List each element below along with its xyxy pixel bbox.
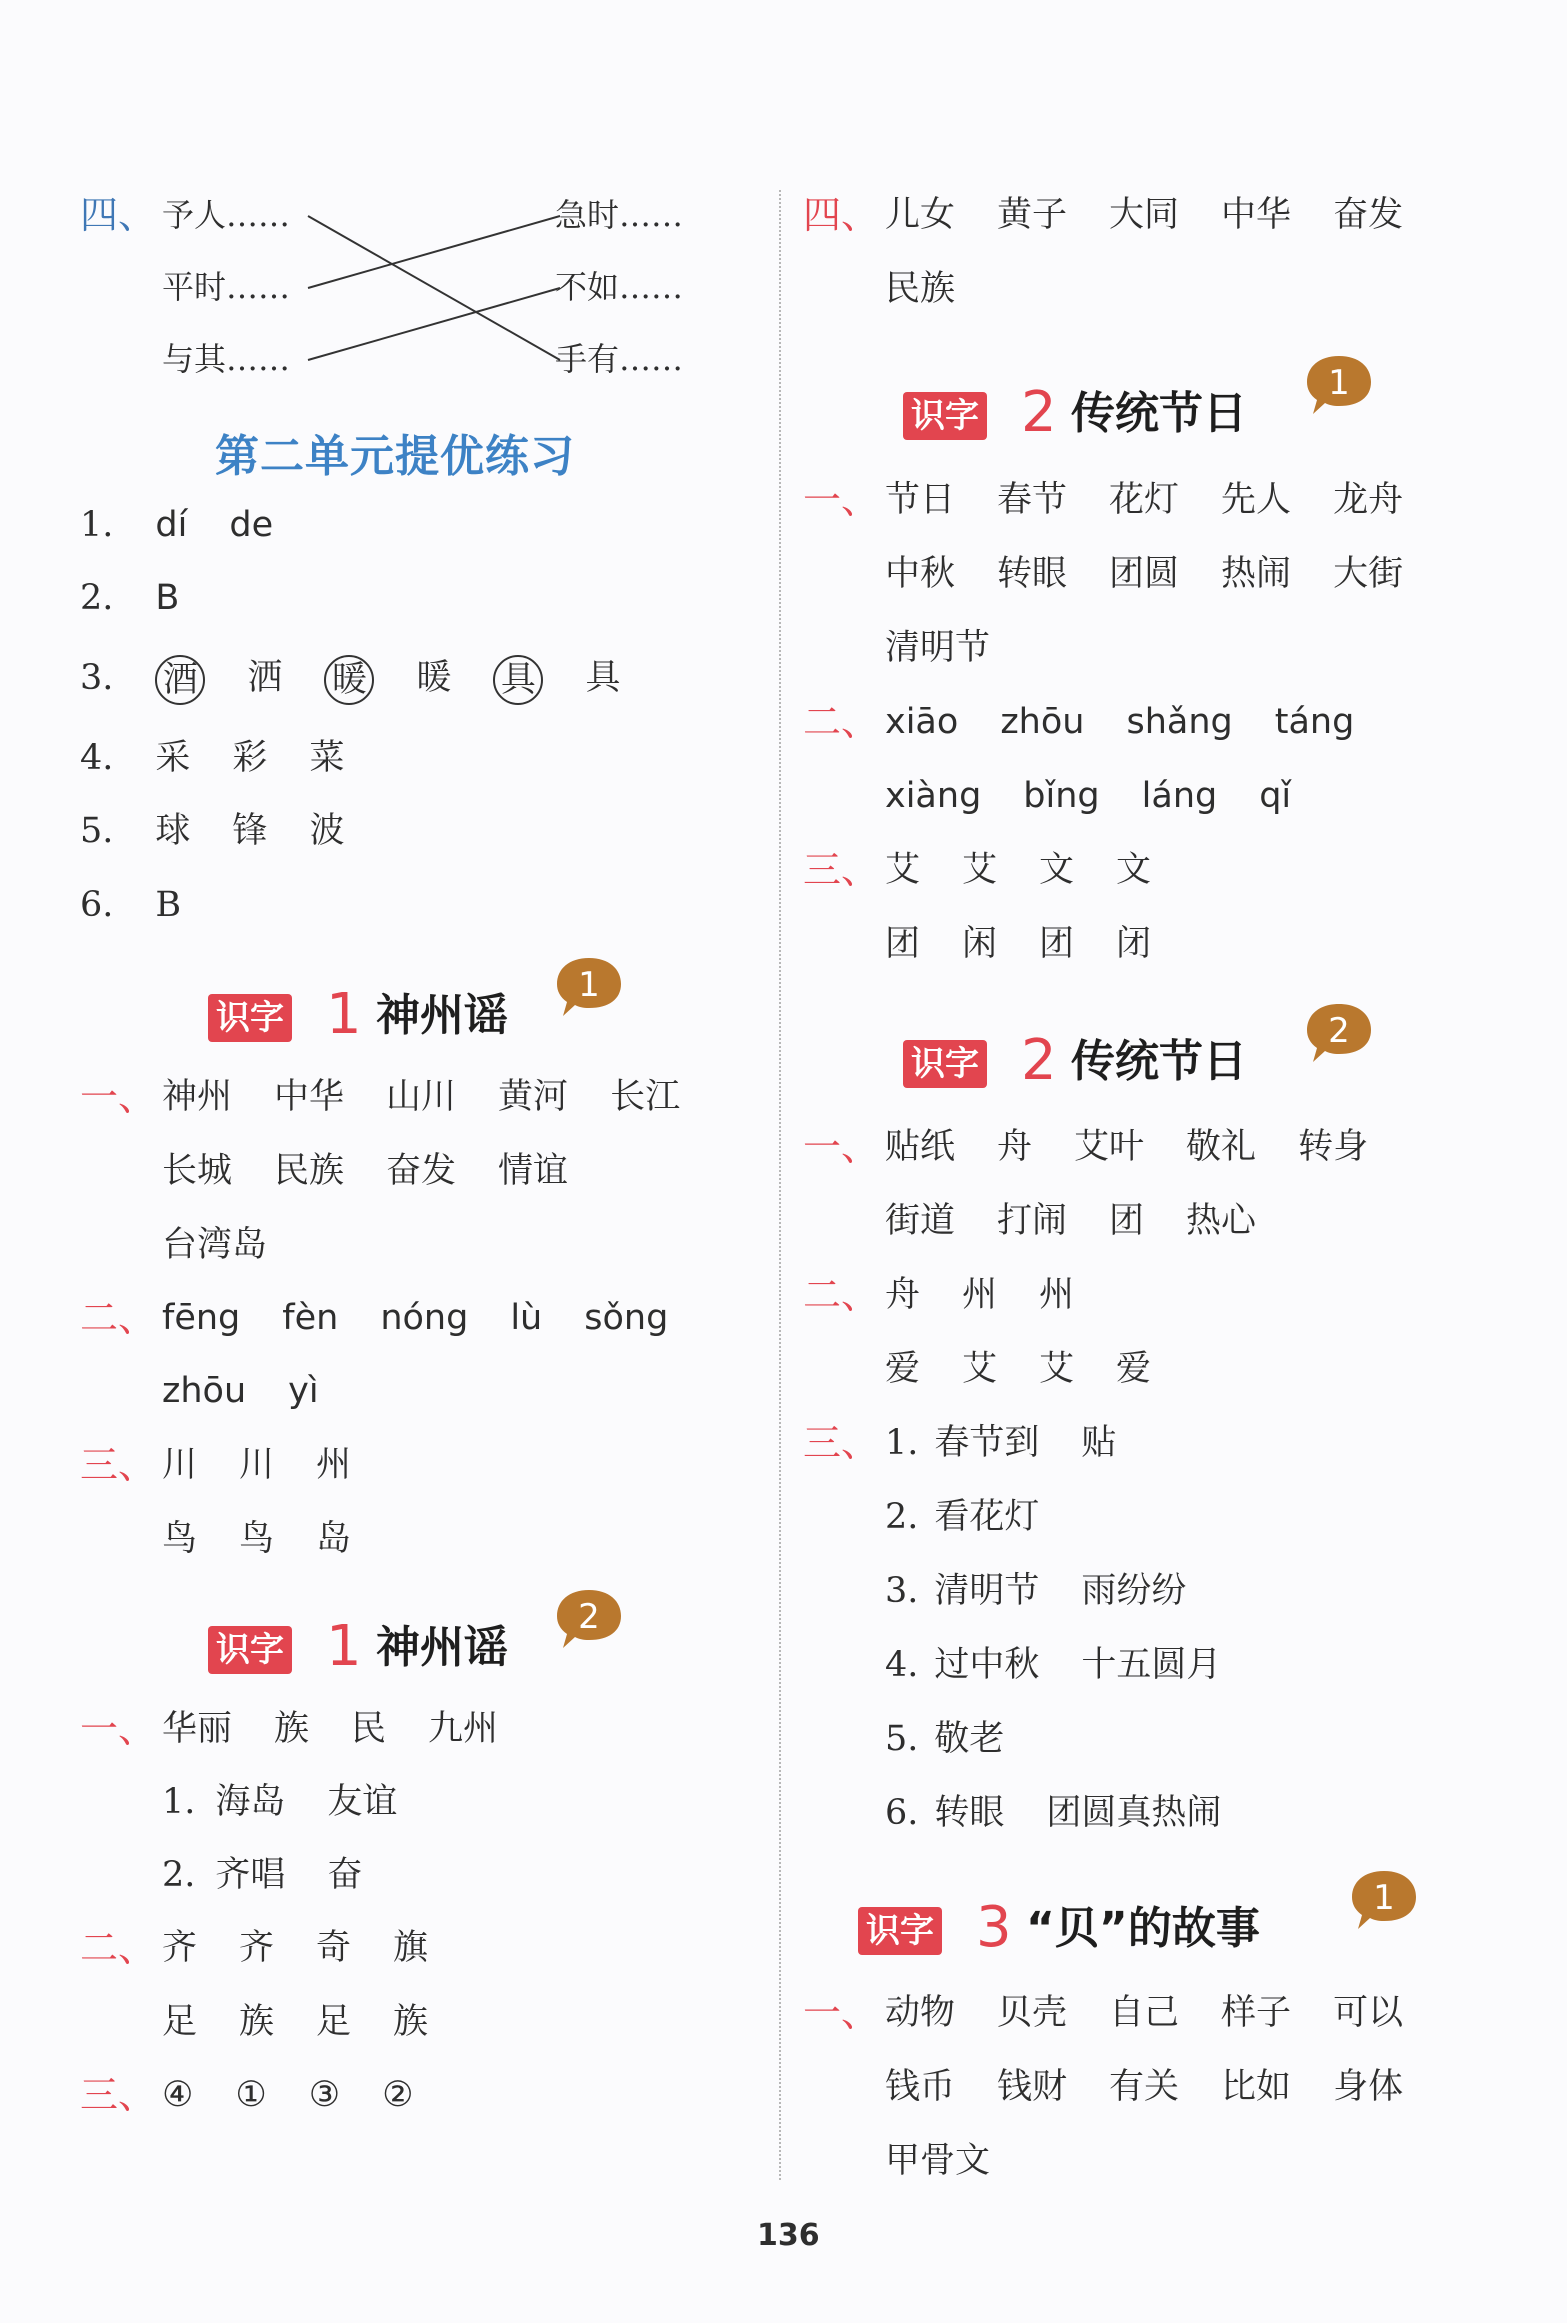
answer-line: 甲骨文	[885, 2141, 991, 2181]
answer-line: 5. 敬老	[885, 1719, 1005, 1759]
lesson-number: 2	[1021, 380, 1057, 445]
svg-text:2: 2	[1328, 1011, 1350, 1051]
lesson-number: 1	[326, 1614, 362, 1679]
answer-line: ④ ① ③ ②	[162, 2075, 414, 2115]
lesson-title: 传统节日	[1071, 1036, 1247, 1087]
lesson-title: “贝”的故事	[1026, 1903, 1260, 1954]
badge-bubble-icon	[1348, 1867, 1420, 1933]
answer-line: 台湾岛	[162, 1225, 268, 1265]
answer-6: 6. B	[80, 885, 182, 925]
section-marker: 一、	[803, 478, 880, 522]
lesson-title: 传统节日	[1071, 388, 1247, 439]
match-right-1: 急时……	[555, 196, 684, 234]
badge-bubble-icon	[1303, 352, 1375, 418]
pinyin-line: xiàng bǐng láng qǐ	[885, 776, 1292, 816]
lesson-heading-1a	[208, 965, 648, 1050]
answer-2: 2. B	[80, 578, 180, 618]
section-marker: 二、	[80, 1296, 157, 1340]
answer-line: 爱 艾 艾 爱	[885, 1349, 1152, 1389]
lesson-number: 2	[1021, 1028, 1057, 1093]
answer-line: 足 族 足 族	[162, 2002, 429, 2042]
svg-text:1: 1	[1373, 1878, 1395, 1918]
lesson-tag: 识字	[858, 1907, 942, 1955]
matching-lines	[300, 200, 570, 370]
answer-line: 艾 艾 文 文	[885, 850, 1152, 890]
answer-5: 5. 球 锋 波	[80, 811, 345, 851]
lesson-title: 神州谣	[376, 1622, 508, 1673]
svg-text:1: 1	[1328, 363, 1350, 403]
answer-line: 齐 齐 奇 旗	[162, 1928, 429, 1968]
answer-line: 1. 海岛 友谊	[162, 1782, 398, 1822]
match-left-2: 平时……	[162, 268, 291, 306]
match-left-3: 与其……	[162, 340, 291, 378]
lesson-tag: 识字	[208, 1626, 292, 1674]
lesson-tag: 识字	[903, 1040, 987, 1088]
lesson-number: 1	[326, 982, 362, 1047]
answer-line: 钱币 钱财 有关 比如 身体	[885, 2067, 1404, 2107]
match-right-2: 不如……	[555, 268, 684, 306]
section-marker: 一、	[80, 1707, 157, 1751]
svg-text:1: 1	[578, 965, 600, 1005]
section-marker-4-right: 四、	[803, 193, 880, 237]
answer-line: 2. 齐唱 奋	[162, 1855, 363, 1895]
lesson-heading-3	[858, 1878, 1418, 1963]
section-marker: 一、	[80, 1075, 157, 1119]
pinyin-line: zhōu yì	[162, 1371, 319, 1411]
answer-4: 4. 采 彩 菜	[80, 738, 345, 778]
column-divider	[779, 190, 781, 2180]
answer-line: 儿女 黄子 大同 中华 奋发	[885, 195, 1404, 235]
lesson-title: 神州谣	[376, 990, 508, 1041]
lesson-heading-1b	[208, 1597, 648, 1682]
section-marker: 二、	[803, 700, 880, 744]
section-marker: 二、	[80, 1926, 157, 1970]
circled-char: 暖	[324, 655, 374, 705]
page-number: 136	[757, 2218, 820, 2253]
answer-line: 节日 春节 花灯 先人 龙舟	[885, 480, 1404, 520]
answer-line: 川 川 州	[162, 1445, 352, 1485]
lesson-heading-2a	[903, 363, 1403, 448]
pinyin-line: xiāo zhōu shǎng táng	[885, 702, 1355, 742]
lesson-number: 3	[976, 1895, 1012, 1960]
answer-3: 3. 酒 洒 暖 暖 具 具	[80, 653, 620, 705]
match-left-1: 予人……	[162, 196, 291, 234]
section-marker: 三、	[803, 1421, 880, 1465]
section-marker: 一、	[803, 1125, 880, 1169]
lesson-tag: 识字	[208, 994, 292, 1042]
lesson-heading-2b	[903, 1011, 1403, 1096]
lesson-tag: 识字	[903, 392, 987, 440]
answer-line: 3. 清明节 雨纷纷	[885, 1571, 1187, 1611]
section-marker: 三、	[80, 1443, 157, 1487]
unit-title: 第二单元提优练习	[215, 431, 575, 482]
badge-bubble-icon	[1303, 1000, 1375, 1066]
svg-text:2: 2	[578, 1597, 600, 1637]
pinyin-line: fēng fèn nóng lù sǒng	[162, 1298, 669, 1338]
answer-line: 贴纸 舟 艾叶 敬礼 转身	[885, 1127, 1369, 1167]
badge-bubble-icon	[553, 954, 625, 1020]
section-marker: 一、	[803, 1991, 880, 2035]
match-right-3: 手有……	[555, 340, 684, 378]
answer-line: 中秋 转眼 团圆 热闹 大街	[885, 554, 1404, 594]
answer-line: 清明节	[885, 628, 991, 668]
section-marker: 三、	[803, 848, 880, 892]
section-marker: 三、	[80, 2073, 157, 2117]
answer-line: 长城 民族 奋发 情谊	[162, 1151, 569, 1191]
circled-char: 具	[493, 655, 543, 705]
badge-bubble-icon	[553, 1586, 625, 1652]
answer-line: 动物 贝壳 自己 样子 可以	[885, 1993, 1404, 2033]
circled-char: 酒	[155, 655, 205, 705]
answer-line: 民族	[885, 269, 956, 309]
answer-line: 6. 转眼 团圆真热闹	[885, 1793, 1222, 1833]
section-marker: 二、	[803, 1273, 880, 1317]
answer-line: 神州 中华 山川 黄河 长江	[162, 1077, 681, 1117]
section-marker-4-left: 四、	[80, 193, 157, 237]
answer-line: 华丽 族 民 九州	[162, 1709, 499, 1749]
answer-line: 4. 过中秋 十五圆月	[885, 1645, 1222, 1685]
answer-1: 1. dí de	[80, 505, 274, 545]
answer-line: 舟 州 州	[885, 1275, 1075, 1315]
answer-line: 鸟 鸟 岛	[162, 1519, 352, 1559]
answer-line: 街道 打闹 团 热心	[885, 1201, 1257, 1241]
answer-line: 2. 看花灯	[885, 1497, 1040, 1537]
answer-line: 1. 春节到 贴	[885, 1423, 1117, 1463]
answer-line: 团 闲 团 闭	[885, 924, 1152, 964]
